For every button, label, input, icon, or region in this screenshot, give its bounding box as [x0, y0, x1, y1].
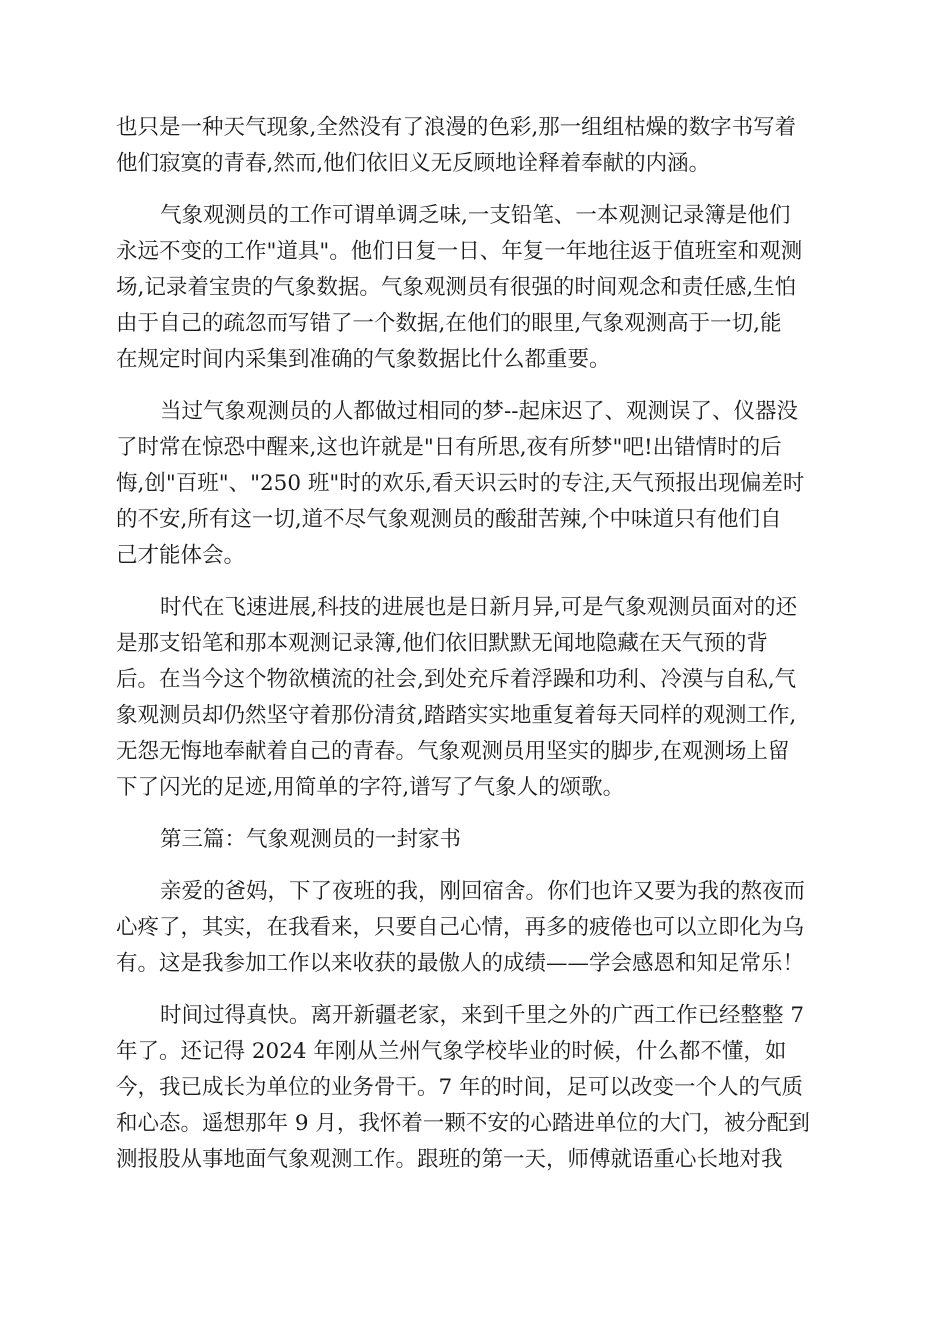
text-line: 亲爱的爸妈，下了夜班的我，刚回宿舍。你们也许又要为我的熬夜而: [160, 879, 806, 904]
paragraph-1: [116, 110, 834, 182]
paragraph-2: [116, 198, 834, 378]
text-line: 今，我已成长为单位的业务骨干。7 年的时间，足可以改变一个人的气质: [116, 1075, 804, 1100]
text-line: 时代在飞速进展,科技的进展也是日新月异,可是气象观测员面对的还: [160, 595, 798, 620]
text-line: 心疼了，其实，在我看来，只要自己心情，再多的疲倦也可以立即化为乌: [116, 915, 805, 940]
text-line: 测报股从事地面气象观测工作。跟班的第一天，师傅就语重心长地对我: [116, 1147, 783, 1172]
text-line: 下了闪光的足迹,用简单的字符,谱写了气象人的颂歌。: [116, 775, 625, 800]
text-line: 气象观测员的工作可谓单调乏味,一支铅笔、一本观测记录簿是他们: [160, 203, 791, 228]
text-line: 他们寂寞的青春,然而,他们依旧义无反顾地诠释着奉献的内涵。: [116, 151, 711, 176]
text-line: 无怨无悔地奉献着自己的青春。气象观测员用坚实的脚步,在观测场上留: [116, 739, 790, 764]
section-heading: [116, 822, 834, 858]
text-line: 年了。还记得 2024 年刚从兰州气象学校毕业的时候，什么都不懂，如: [116, 1039, 787, 1064]
paragraph-4: [116, 590, 834, 806]
document-body: [116, 110, 834, 1194]
paragraph-6: [116, 998, 834, 1178]
text-line: 也只是一种天气现象,全然没有了浪漫的色彩,那一组组枯燥的数字书写着: [116, 115, 797, 140]
text-line: 了时常在惊恐中醒来,这也许就是"日有所思,夜有所梦"吧!出错情时的后: [116, 435, 782, 460]
text-line: 有。这是我参加工作以来收获的最傲人的成绩——学会感恩和知足常乐！: [116, 951, 805, 976]
text-line: 在规定时间内采集到准确的气象数据比什么都重要。: [116, 347, 611, 372]
text-line: 后。在当今这个物欲横流的社会,到处充斥着浮躁和功利、冷漠与自私,气: [116, 667, 797, 692]
text-line: 由于自己的疏忽而写错了一个数据,在他们的眼里,气象观测高于一切,能: [116, 311, 782, 336]
text-line: 是那支铅笔和那本观测记录簿,他们依旧默默无闻地隐藏在天气预的背: [116, 631, 768, 656]
text-line: 场,记录着宝贵的气象数据。气象观测员有很强的时间观念和责任感,生怕: [116, 275, 797, 300]
text-line: 和心态。遥想那年 9 月，我怀着一颗不安的心踏进单位的大门，被分配到: [116, 1111, 810, 1136]
paragraph-5: [116, 874, 834, 982]
text-line: 当过气象观测员的人都做过相同的梦--起床迟了、观测误了、仪器没: [160, 399, 799, 424]
text-line: 象观测员却仍然坚守着那份清贫,踏踏实实地重复着每天同样的观测工作,: [116, 703, 797, 728]
text-line: 己才能体会。: [116, 543, 246, 568]
section-title: 第三篇：气象观测员的一封家书: [160, 827, 462, 852]
paragraph-3: [116, 394, 834, 574]
text-line: 时间过得真快。离开新疆老家，来到千里之外的广西工作已经整整 7: [160, 1003, 805, 1028]
text-line: 永远不变的工作"道具"。他们日复一日、年复一年地往返于值班室和观测: [116, 239, 803, 264]
text-line: 的不安,所有这一切,道不尽气象观测员的酸甜苦辣,个中味道只有他们自: [116, 507, 782, 532]
text-line: 悔,创"百班"、"250 班"时的欢乐,看天识云时的专注,天气预报出现偏差时: [116, 471, 805, 496]
